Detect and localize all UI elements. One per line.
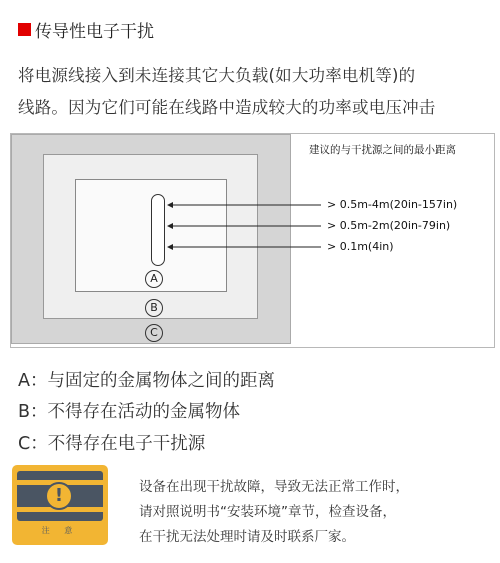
distance-label-3: > 0.1m(4in) (327, 240, 394, 253)
notice-panel (17, 471, 103, 521)
notice-line-3: 在干扰无法处理时请及时联系厂家。 (139, 529, 355, 545)
section-title-text: 传导性电子干扰 (35, 21, 154, 42)
legend-b: B：不得存在活动的金属物体 (18, 402, 241, 422)
legend-a: A：与固定的金属物体之间的距离 (18, 371, 275, 391)
zone-b-label: B (145, 299, 163, 317)
zone-c-label: C (145, 324, 163, 342)
notice-label: 注 意 (41, 526, 79, 535)
legend-c: C：不得存在电子干扰源 (18, 434, 206, 454)
intro-line-1: 将电源线接入到未连接其它大负载(如大功率电机等)的 (18, 66, 416, 85)
distance-label-2: > 0.5m-2m(20in-79in) (327, 219, 451, 232)
notice-line-2: 请对照说明书“安装环境”章节，检查设备， (139, 504, 396, 520)
notice-card (12, 465, 108, 545)
distance-arrows (11, 134, 494, 347)
notice-line-1: 设备在出现干扰故障，导致无法正常工作时， (139, 479, 409, 495)
distance-label-1: > 0.5m-4m(20in-157in) (327, 198, 458, 211)
intro-line-2: 线路。因为它们可能在线路中造成较大的功率或电压冲击 (18, 98, 436, 117)
diagram-title: 建议的与干扰源之间的最小距离 (309, 144, 456, 156)
title-marker (18, 23, 31, 36)
distance-diagram (10, 133, 495, 348)
zone-a-label: A (145, 270, 163, 288)
exclamation-warning-icon: ! (45, 482, 73, 510)
section-title (18, 18, 154, 40)
